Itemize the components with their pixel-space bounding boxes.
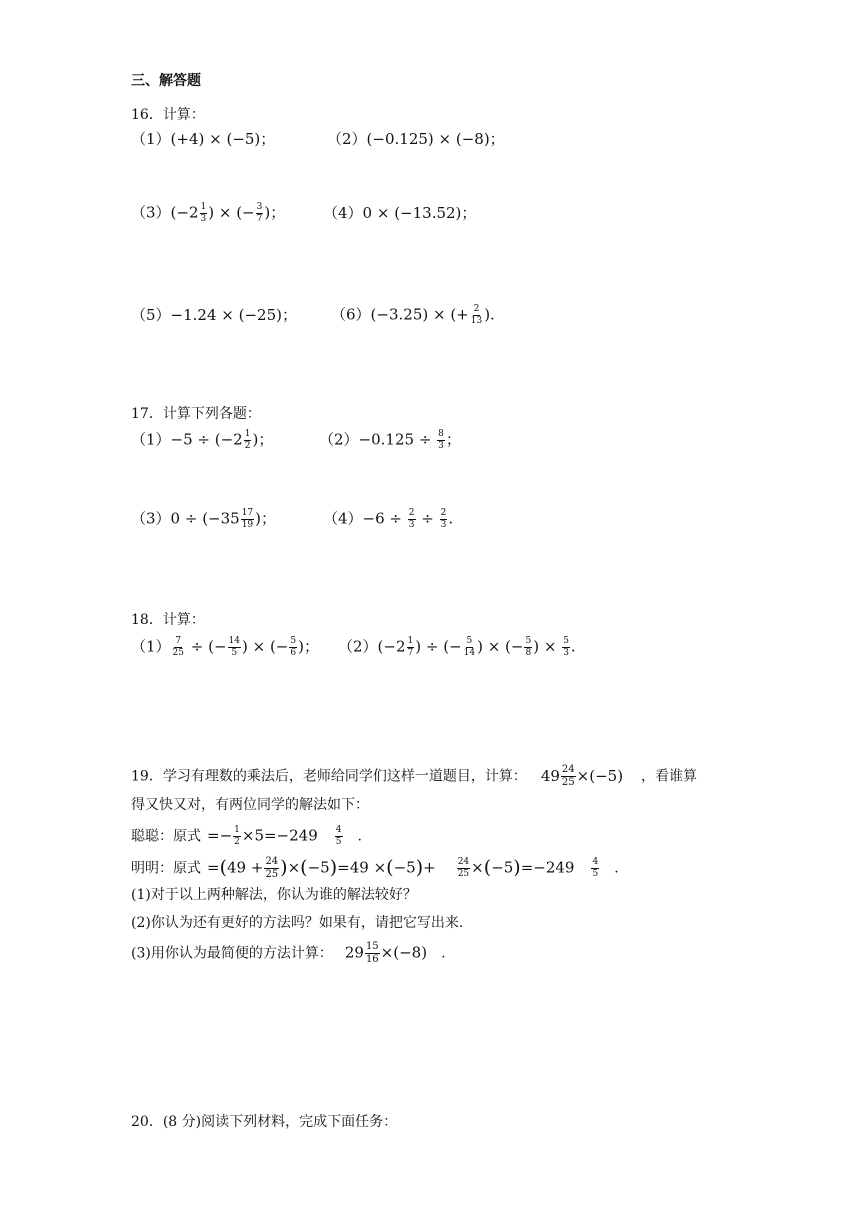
numerator: 14	[228, 636, 240, 646]
fraction	[228, 637, 241, 658]
expr-seg: )；	[252, 430, 274, 449]
stem-text: ，看谁算	[641, 768, 698, 785]
expr-seg: (−2	[377, 637, 406, 656]
expr-seg: .	[570, 637, 576, 656]
expr-seg: ) × (−	[241, 637, 289, 656]
denominator: 8	[525, 648, 532, 658]
fraction	[437, 430, 445, 451]
expr-seg: =49 ×	[337, 858, 387, 877]
fraction	[200, 203, 208, 224]
expr-seg: ×5=−249	[241, 826, 318, 845]
part-label: （2）	[338, 637, 378, 656]
denominator: 19	[241, 520, 254, 530]
fraction	[244, 430, 252, 451]
numerator: 4	[335, 825, 342, 835]
expr-seg: ×	[471, 858, 484, 877]
expr-seg: ) × (−	[208, 203, 255, 222]
fraction	[463, 637, 476, 658]
part-label: （1）	[131, 130, 171, 148]
fraction	[264, 857, 279, 880]
fraction	[561, 765, 576, 788]
expr-seg: ) × (−	[477, 637, 524, 656]
q19-sub2: (2)你认为还有更好的方法吗？如果有，请把它写出来.	[131, 915, 464, 931]
expr-seg: +	[423, 858, 436, 877]
expr-seg: 29	[344, 943, 364, 962]
expr-seg: =	[207, 858, 220, 877]
numerator: 24	[457, 857, 470, 867]
q17-part2	[319, 430, 461, 451]
expr-seg: ÷ (−	[186, 637, 227, 656]
expr-seg: .	[448, 509, 454, 528]
fraction	[408, 509, 416, 530]
denominator: 3	[440, 520, 447, 530]
fraction	[233, 826, 241, 847]
fraction	[256, 203, 264, 224]
denominator: 14	[463, 648, 476, 658]
expr-seg: )；	[298, 637, 319, 656]
expr-seg: ；	[445, 430, 461, 449]
numerator: 1	[234, 825, 240, 835]
numerator: 5	[563, 636, 569, 646]
denominator: 7	[407, 648, 414, 658]
expr-seg: ) ×	[533, 637, 562, 656]
expr-seg: 0 ÷ (−35	[170, 509, 240, 528]
numerator: 3	[256, 202, 263, 212]
part-label: （3）	[131, 203, 171, 222]
numerator: 1	[200, 202, 207, 212]
part-label: （2）	[327, 130, 367, 148]
expr-seg: ÷	[416, 509, 439, 528]
denominator: 3	[200, 214, 207, 224]
fraction	[241, 509, 254, 530]
denominator: 5	[592, 869, 599, 879]
fraction	[335, 826, 343, 847]
fraction	[524, 637, 532, 658]
q17-stem: 17．计算下列各题：	[131, 406, 261, 422]
q16-part1	[131, 132, 275, 147]
stem-text: 19．学习有理数的乘法后，老师给同学们这样一道题目，计算：	[131, 768, 527, 785]
expr-seg: −6 ÷	[362, 509, 407, 528]
expr-seg: −5	[307, 858, 330, 877]
denominator: 13	[470, 316, 483, 326]
numerator: 5	[525, 636, 532, 646]
denominator: 5	[335, 837, 342, 847]
denominator: 6	[290, 648, 297, 658]
part-label: （5）	[131, 306, 171, 324]
denominator: 16	[365, 954, 379, 965]
q19-stem	[131, 765, 697, 788]
part-label: （2）	[319, 430, 359, 449]
part-label: （1）	[131, 637, 171, 656]
expr-seg: .	[357, 828, 362, 845]
numerator: 24	[561, 764, 575, 775]
expr-seg: ) ÷ (−	[415, 637, 462, 656]
numerator: 4	[592, 857, 599, 867]
solver-label: 明明：原式	[131, 860, 201, 877]
numerator: 5	[290, 636, 297, 646]
numerator: 5	[466, 636, 473, 646]
numerator: 1	[407, 636, 414, 646]
denominator: 2	[234, 837, 240, 847]
denominator: 7	[256, 214, 263, 224]
numerator: 1	[244, 429, 251, 439]
q16-part4	[323, 206, 476, 221]
q19-congcong-solution	[131, 826, 362, 847]
part-label: （4）	[323, 204, 363, 222]
denominator: 25	[457, 869, 470, 879]
part-expression: (+4) × (−5)；	[170, 130, 276, 148]
fraction	[562, 637, 570, 658]
expr-seg: =−249	[520, 858, 575, 877]
part-label: （3）	[131, 509, 171, 528]
q16-part3	[131, 203, 285, 224]
fraction	[440, 509, 448, 530]
q19-sub1: (1)对于以上两种解法，你认为谁的解法较好？	[131, 887, 417, 903]
fraction	[289, 637, 297, 658]
expr-seg: (−2	[170, 203, 199, 222]
expr-seg: −0.125 ÷	[358, 430, 437, 449]
expr-seg: 49	[540, 766, 560, 785]
expr-seg: ).	[484, 305, 495, 324]
numerator: 2	[440, 508, 447, 518]
part-expression: 0 × (−13.52)；	[362, 204, 477, 222]
expr-seg: .	[441, 945, 446, 962]
expr-seg: .	[614, 860, 619, 877]
numerator: 17	[241, 508, 254, 518]
fraction	[457, 858, 470, 879]
numerator: 24	[265, 856, 279, 867]
expr-seg: −5	[491, 858, 514, 877]
given-expression	[540, 764, 624, 788]
q16-part2	[327, 132, 505, 147]
q20-stem: 20．(8 分)阅读下列材料，完成下面任务：	[131, 1114, 398, 1130]
fraction	[470, 305, 483, 326]
expr-seg: 49 +	[227, 858, 264, 877]
q16-part6	[331, 305, 495, 326]
denominator: 3	[563, 648, 569, 658]
denominator: 3	[438, 441, 444, 451]
numerator: 7	[175, 636, 182, 646]
q17-part4	[323, 509, 453, 530]
q19-stem-line2: 得又快又对，有两位同学的解法如下：	[131, 797, 369, 813]
q17-part1	[131, 430, 273, 451]
fraction	[172, 637, 185, 658]
q18-stem: 18．计算：	[131, 612, 205, 628]
fraction	[365, 942, 380, 965]
fraction	[591, 858, 599, 879]
expr-seg: )；	[255, 509, 277, 528]
part-expression: (−0.125) × (−8)；	[366, 130, 505, 148]
numerator: 8	[438, 429, 444, 439]
q16-part5	[131, 308, 297, 323]
expr-seg: (−3.25) × (+	[370, 305, 469, 324]
numerator: 2	[473, 304, 480, 314]
q18-part1	[131, 637, 319, 658]
denominator: 5	[231, 648, 238, 658]
expr-seg: ×(−8)	[380, 943, 428, 962]
q17-part3	[131, 509, 276, 530]
part-expression: −1.24 × (−25)；	[170, 306, 297, 324]
q19-sub3	[131, 942, 446, 965]
expr-seg: −5	[393, 858, 416, 877]
expr-seg: ×	[287, 858, 301, 877]
denominator: 25	[172, 648, 184, 658]
q16-stem: 16．计算：	[131, 107, 205, 123]
denominator: 3	[408, 520, 415, 530]
expr-seg: ×(−5)	[576, 766, 624, 785]
solver-label: 聪聪：原式	[131, 828, 201, 845]
part-label: （1）	[131, 430, 171, 449]
expr-seg: =−	[207, 826, 233, 845]
numerator: 2	[408, 508, 415, 518]
expr-seg: )；	[264, 203, 286, 222]
denominator: 2	[244, 441, 251, 451]
denominator: 25	[561, 777, 575, 788]
stem-text: (3)用你认为最简便的方法计算：	[131, 945, 333, 962]
section-title: 三、解答题	[131, 73, 201, 89]
part-label: （6）	[331, 305, 371, 324]
expr-seg: −5 ÷ (−2	[170, 430, 243, 449]
q18-part2	[338, 637, 576, 658]
denominator: 25	[265, 869, 279, 880]
part-label: （4）	[323, 509, 363, 528]
numerator: 15	[365, 941, 379, 952]
q19-mingming-solution: 明明：原式 =(49 + $\frac{24}{25}$ )×(−5)=49 ×(−5)+ $\frac{24}{25}$ ×(−5)=−249 $\frac{4}{5}$ .	[131, 856, 619, 880]
fraction	[407, 637, 415, 658]
